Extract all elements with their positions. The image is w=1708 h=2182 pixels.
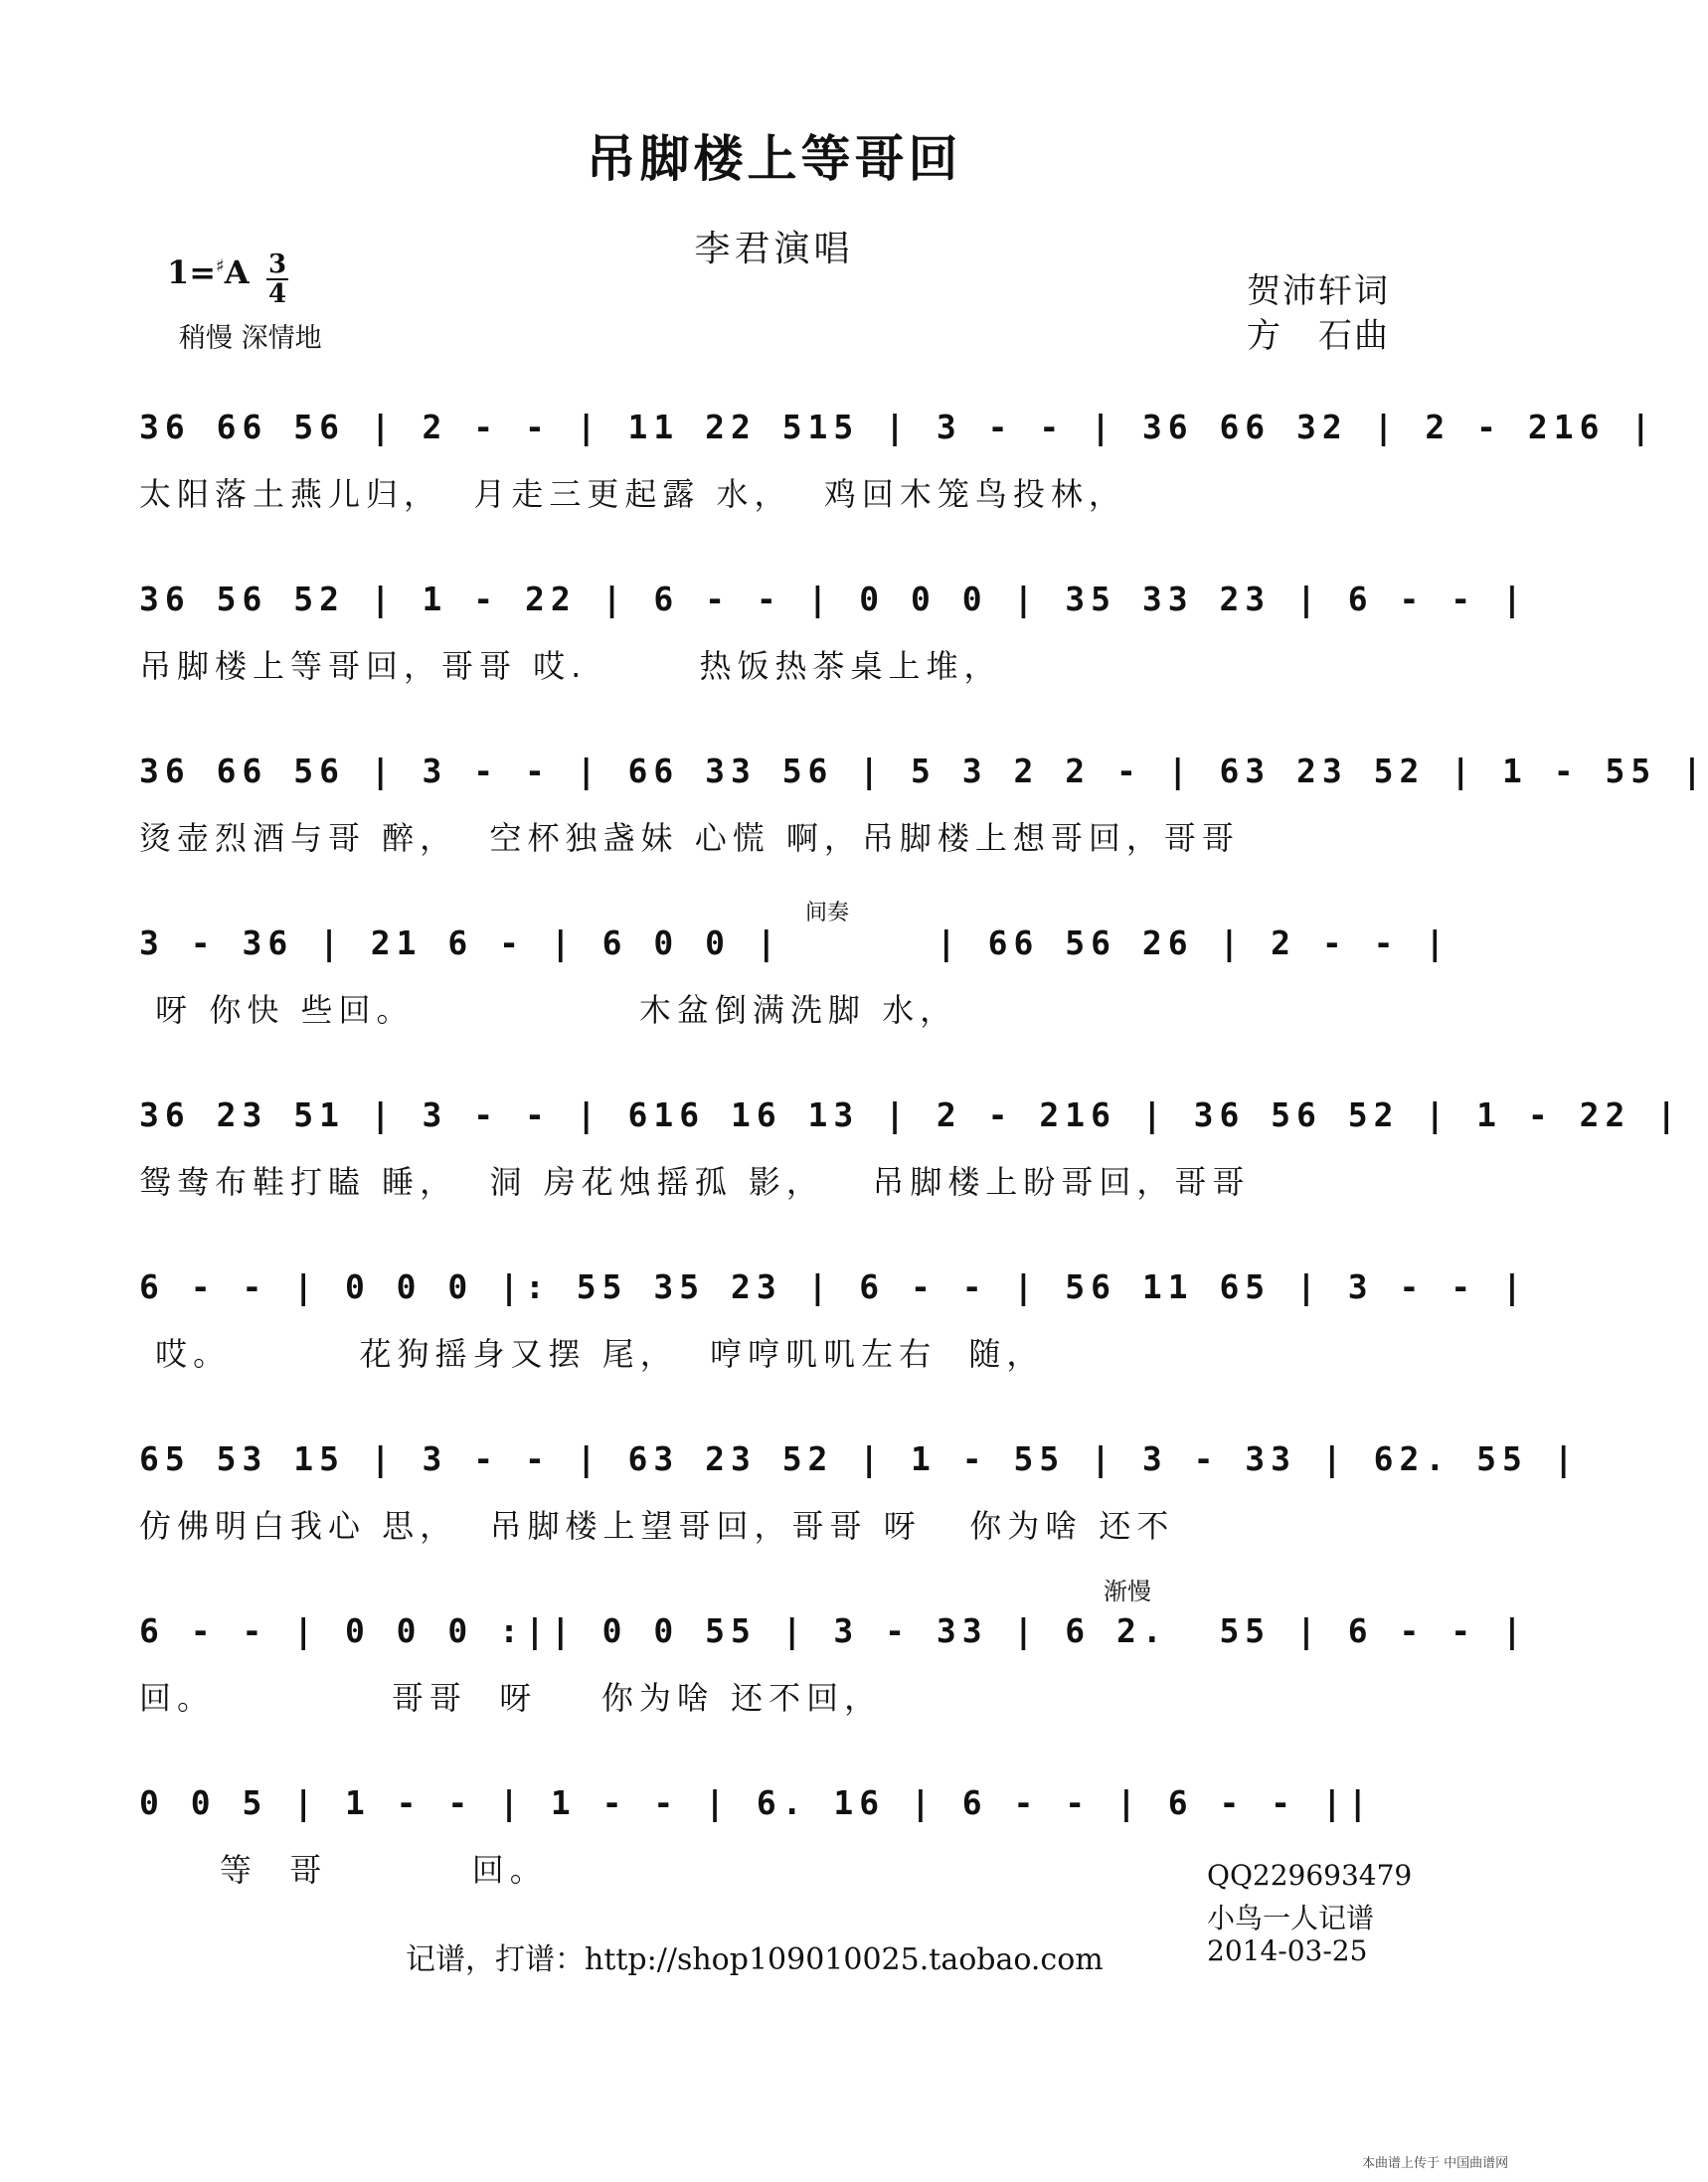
composer-credit: 方 石曲 (1247, 316, 1390, 356)
notation-line: 65 53 15 | 3 - - | 63 23 52 | 1 - 55 | 3 - 33 | 62. 55 | (139, 1439, 1580, 1478)
lyric-line: 呀 你快 些回。 木盆倒满洗脚 水， (139, 991, 958, 1029)
lyric-line: 烫壶烈酒与哥 醉， 空杯独盏妹 心慌 啊，吊脚楼上想哥回，哥哥 (139, 819, 1240, 857)
lyric-line: 吊脚楼上等哥回，哥哥 哎. 热饭热茶桌上堆， (139, 647, 1002, 685)
transcriber-qq: QQ229693479 (1207, 1859, 1413, 1892)
transcription-date: 2014-03-25 (1207, 1934, 1368, 1967)
lyric-line: 仿佛明白我心 思， 吊脚楼上望哥回，哥哥 呀 你为啥 还不 (139, 1507, 1175, 1545)
notation-line: 36 66 56 | 2 - - | 11 22 515 | 3 - - | 36 66 32 | 2 - 216 | (139, 408, 1657, 446)
lyric-line: 等 哥 回。 (139, 1851, 548, 1889)
notation-line: 6 - - | 0 0 0 |: 55 35 23 | 6 - - | 56 11 65 | 3 - - | (139, 1267, 1528, 1306)
tempo-change-marking: 渐慢 (1104, 1578, 1151, 1605)
lyricist-credit: 贺沛轩词 (1247, 271, 1390, 311)
tempo-marking: 稍慢 深情地 (179, 323, 322, 354)
notation-line: 3 - 36 | 21 6 - | 6 0 0 | | 66 56 26 | 2 - - | (139, 923, 1452, 962)
site-watermark: 本曲谱上传于 中国曲谱网 (1362, 2156, 1509, 2171)
footer-link-text: 记谱，打谱：http://shop109010025.taobao.com (406, 1942, 1104, 1977)
time-signature-top: 3 (267, 250, 287, 279)
notation-line: 36 66 56 | 3 - - | 66 33 56 | 5 3 2 2 - | 63 23 52 | 1 - 55 | (139, 752, 1708, 790)
key-signature (167, 253, 250, 291)
transcriber-name: 小鸟一人记谱 (1207, 1902, 1375, 1934)
notation-line: 36 56 52 | 1 - 22 | 6 - - | 0 0 0 | 35 33 23 | 6 - - | (139, 580, 1528, 618)
lyric-line: 鸳鸯布鞋打瞌 睡， 洞 房花烛摇孤 影， 吊脚楼上盼哥回，哥哥 (139, 1163, 1251, 1201)
notation-line: 6 - - | 0 0 0 :|| 0 0 55 | 3 - 33 | 6 2. 55 | 6 - - | (139, 1611, 1528, 1650)
time-signature (264, 251, 290, 308)
time-signature-bottom: 4 (267, 279, 287, 309)
key-note: A (224, 253, 250, 291)
key-base: 1= (167, 253, 217, 291)
lyric-line: 太阳落土燕儿归， 月走三更起露 水， 鸡回木笼鸟投林， (139, 475, 1126, 513)
notation-line: 36 23 51 | 3 - - | 616 16 13 | 2 - 216 | 36 56 52 | 1 - 22 | (139, 1095, 1683, 1134)
interlude-marking: 间奏 (805, 901, 850, 925)
lyric-line: 回。 哥哥 呀 你为啥 还不回， (139, 1679, 883, 1717)
sharp-symbol: ♯ (216, 255, 225, 277)
singer-line: 李君演唱 (694, 229, 854, 269)
lyric-line: 哎。 花狗摇身又摆 尾， 哼哼叽叽左右 随， (139, 1335, 1045, 1373)
song-title: 吊脚楼上等哥回 (586, 129, 962, 188)
notation-line: 0 0 5 | 1 - - | 1 - - | 6. 16 | 6 - - | 6 - - || (139, 1783, 1374, 1822)
